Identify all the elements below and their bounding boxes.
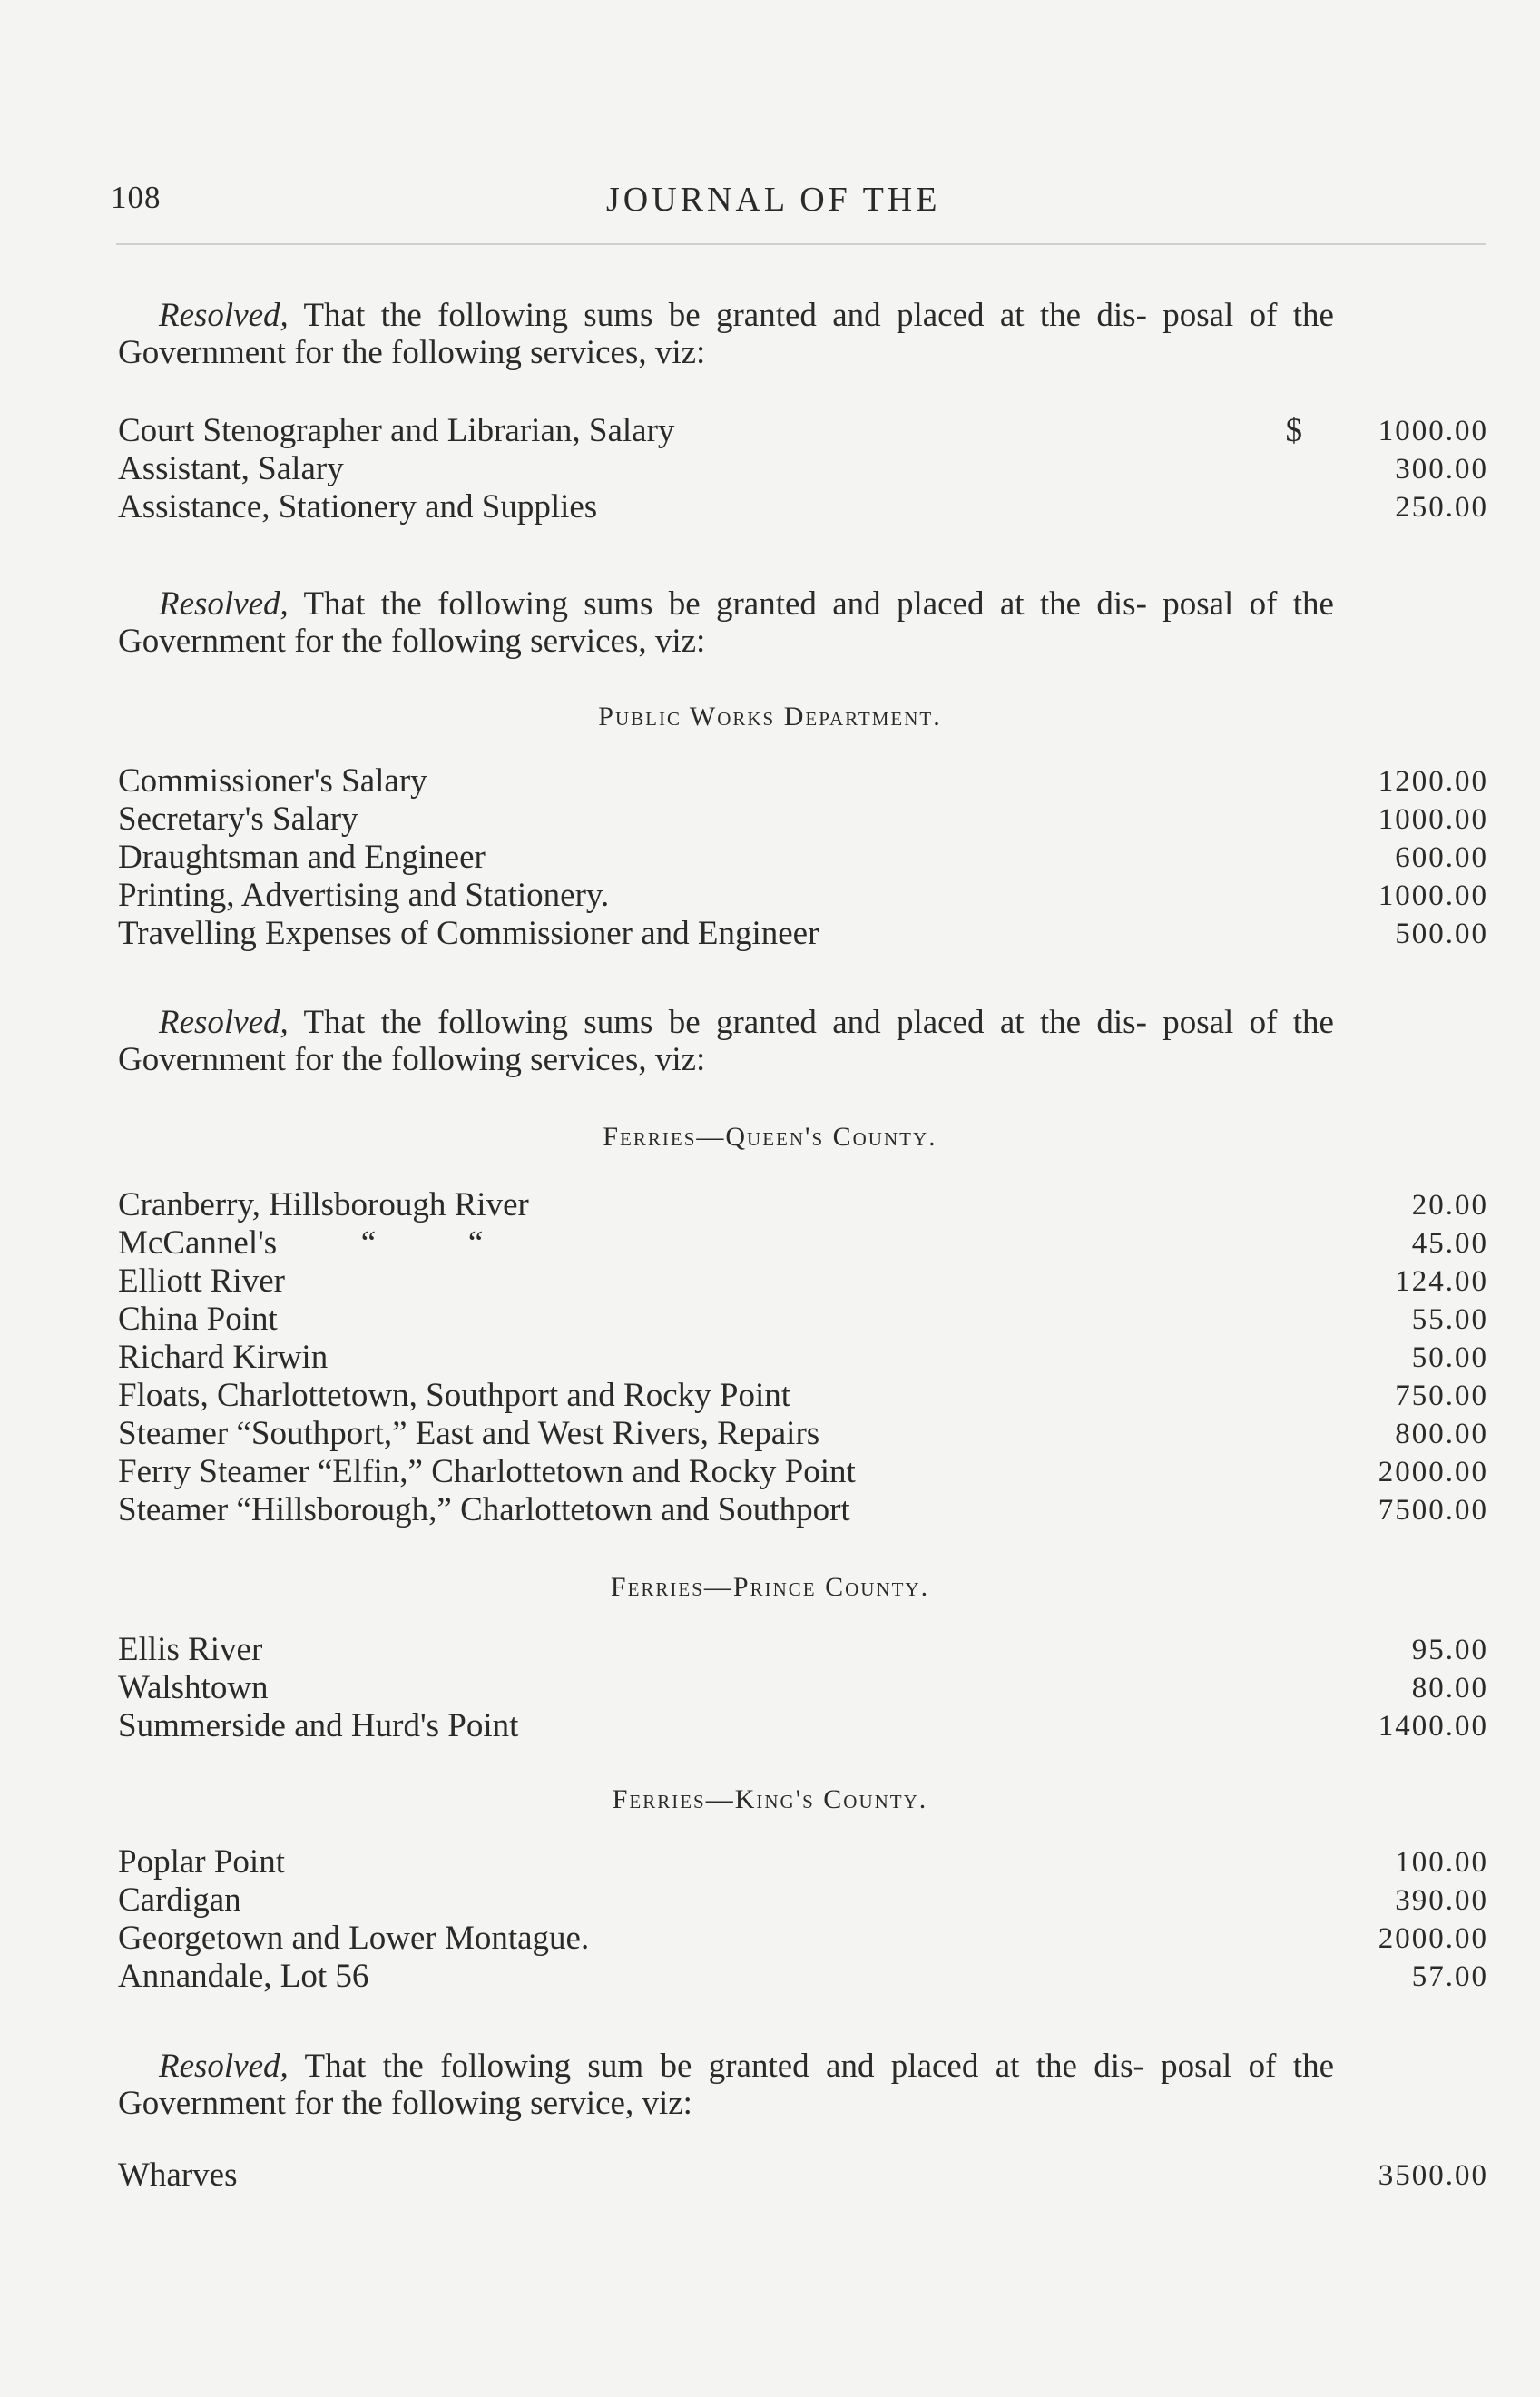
section-heading: Ferries—Queen's County. bbox=[603, 1122, 937, 1152]
resolution-paragraph bbox=[118, 1004, 1334, 1078]
item-label: Wharves bbox=[118, 2156, 238, 2194]
resolution-text: That the following sums be granted and placed at the dis- posal of the Government for the following services, viz: bbox=[118, 297, 1334, 371]
item-amount: 80.00 bbox=[1411, 1672, 1488, 1704]
item-amount: 50.00 bbox=[1411, 1341, 1488, 1374]
item-label: Court Stenographer and Librarian, Salary bbox=[118, 412, 675, 449]
resolved-lead: Resolved, bbox=[159, 585, 289, 623]
section-heading: Ferries—King's County. bbox=[612, 1784, 928, 1814]
item-amount: 750.00 bbox=[1395, 1380, 1488, 1412]
list-item bbox=[118, 1631, 1488, 1669]
item-amount: 100.00 bbox=[1395, 1846, 1488, 1879]
item-label: Commissioner's Salary bbox=[118, 762, 427, 800]
item-label: Assistance, Stationery and Supplies bbox=[118, 488, 598, 526]
header-rule bbox=[116, 243, 1486, 245]
list-item bbox=[118, 1707, 1488, 1745]
item-amount: 57.00 bbox=[1411, 1960, 1488, 1993]
list-item bbox=[118, 1339, 1488, 1377]
list-item bbox=[118, 839, 1488, 877]
list-item bbox=[118, 412, 1488, 450]
list-item bbox=[118, 762, 1488, 801]
item-label: China Point bbox=[118, 1301, 278, 1338]
item-amount: 1200.00 bbox=[1378, 765, 1488, 798]
item-label: Printing, Advertising and Stationery. bbox=[118, 877, 610, 914]
resolution-text: That the following sum be granted and placed at the dis- posal of the Government for the following service, viz: bbox=[118, 2048, 1334, 2122]
item-label: Cranberry, Hillsborough River bbox=[118, 1186, 529, 1223]
list-item bbox=[118, 1843, 1488, 1881]
item-label: Summerside and Hurd's Point bbox=[118, 1707, 519, 1744]
item-amount: 20.00 bbox=[1411, 1189, 1488, 1222]
list-item bbox=[118, 450, 1488, 488]
item-label: Ellis River bbox=[118, 1631, 263, 1668]
item-amount: 250.00 bbox=[1395, 491, 1488, 524]
item-amount: 1000.00 bbox=[1378, 415, 1488, 447]
list-item bbox=[118, 1669, 1488, 1707]
list-item bbox=[118, 1415, 1488, 1453]
list-item bbox=[118, 1186, 1488, 1224]
item-amount: 500.00 bbox=[1395, 918, 1488, 950]
resolved-lead: Resolved, bbox=[159, 297, 289, 334]
item-label: Poplar Point bbox=[118, 1843, 285, 1881]
list-item bbox=[118, 801, 1488, 839]
item-amount: 55.00 bbox=[1411, 1303, 1488, 1336]
item-amount: 300.00 bbox=[1395, 453, 1488, 486]
running-title: JOURNAL OF THE bbox=[606, 181, 941, 219]
section-heading: Public Works Department. bbox=[598, 702, 942, 732]
item-amount: 800.00 bbox=[1395, 1418, 1488, 1450]
resolved-lead: Resolved, bbox=[159, 1004, 289, 1041]
resolution-paragraph bbox=[118, 297, 1334, 371]
item-amount: 600.00 bbox=[1395, 841, 1488, 874]
list-item bbox=[118, 1958, 1488, 1996]
item-amount: 2000.00 bbox=[1378, 1456, 1488, 1488]
resolution-paragraph bbox=[118, 585, 1334, 660]
currency-symbol: $ bbox=[1285, 412, 1302, 449]
item-label: Georgetown and Lower Montague. bbox=[118, 1920, 590, 1957]
list-item bbox=[118, 1491, 1488, 1529]
resolution-text: That the following sums be granted and placed at the dis- posal of the Government for the following services, viz: bbox=[118, 585, 1334, 660]
list-item bbox=[118, 488, 1488, 526]
item-amount: 390.00 bbox=[1395, 1884, 1488, 1917]
list-item bbox=[118, 1262, 1488, 1301]
resolution-paragraph bbox=[118, 2048, 1334, 2122]
item-label: Assistant, Salary bbox=[118, 450, 344, 487]
list-item bbox=[118, 1301, 1488, 1339]
list-item bbox=[118, 1224, 1488, 1262]
item-label: Annandale, Lot 56 bbox=[118, 1958, 369, 1995]
item-label: Cardigan bbox=[118, 1881, 241, 1919]
item-label: Secretary's Salary bbox=[118, 801, 358, 838]
item-label: Walshtown bbox=[118, 1669, 269, 1706]
item-amount: 7500.00 bbox=[1378, 1494, 1488, 1527]
list-item bbox=[118, 915, 1488, 953]
item-label: Steamer “Southport,” East and West Rivers, Repairs bbox=[118, 1415, 820, 1452]
item-amount: 2000.00 bbox=[1378, 1922, 1488, 1955]
list-item bbox=[118, 2156, 1488, 2195]
list-item bbox=[118, 1881, 1488, 1920]
list-item bbox=[118, 877, 1488, 915]
item-amount: 45.00 bbox=[1411, 1227, 1488, 1260]
item-label: Elliott River bbox=[118, 1262, 285, 1300]
item-label: Draughtsman and Engineer bbox=[118, 839, 486, 876]
section-heading: Ferries—Prince County. bbox=[610, 1572, 930, 1602]
resolution-text: That the following sums be granted and placed at the dis- posal of the Government for the following services, viz: bbox=[118, 1004, 1334, 1078]
resolved-lead: Resolved, bbox=[159, 2048, 289, 2085]
item-amount: 1000.00 bbox=[1378, 803, 1488, 836]
item-label: McCannel's “ “ bbox=[118, 1224, 484, 1262]
item-label: Richard Kirwin bbox=[118, 1339, 329, 1376]
item-label: Travelling Expenses of Commissioner and Engineer bbox=[118, 915, 819, 952]
list-item bbox=[118, 1453, 1488, 1491]
item-amount: 1000.00 bbox=[1378, 879, 1488, 912]
list-item bbox=[118, 1377, 1488, 1415]
item-label: Steamer “Hillsborough,” Charlottetown and Southport bbox=[118, 1491, 850, 1528]
item-amount: 1400.00 bbox=[1378, 1710, 1488, 1743]
item-amount: 3500.00 bbox=[1378, 2159, 1488, 2192]
item-amount: 124.00 bbox=[1395, 1265, 1488, 1298]
item-label: Ferry Steamer “Elfin,” Charlottetown and Rocky Point bbox=[118, 1453, 856, 1490]
list-item bbox=[118, 1920, 1488, 1958]
item-amount: 95.00 bbox=[1411, 1634, 1488, 1666]
item-label: Floats, Charlottetown, Southport and Rocky Point bbox=[118, 1377, 791, 1414]
page-number: 108 bbox=[111, 180, 162, 215]
